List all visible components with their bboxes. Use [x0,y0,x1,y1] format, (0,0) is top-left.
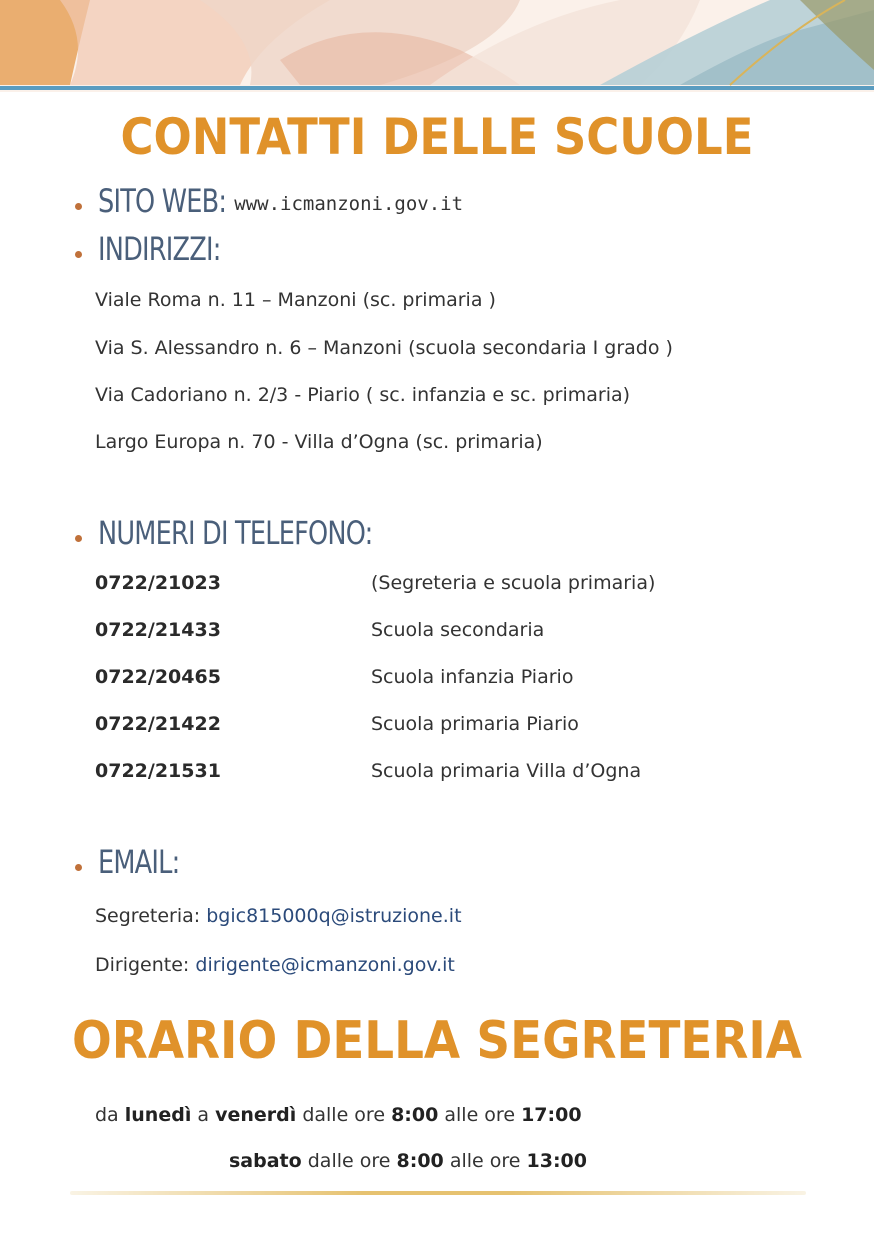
phone-description: Scuola primaria Villa d’Ogna [371,760,642,782]
footer-divider [70,1191,806,1195]
text-dalle-ore: dalle ore [302,1104,386,1126]
email-dirigente-label: Dirigente: [95,954,190,976]
address-line: Largo Europa n. 70 - Villa d’Ogna (sc. primaria) [95,431,543,453]
bullet-icon [75,203,82,210]
telefono-heading [75,514,441,552]
sito-web-link[interactable]: www.icmanzoni.gov.it [234,193,464,215]
orario-title: ORARIO DELLA SEGRETERIA [72,1011,802,1071]
page-title: CONTATTI DELLE SCUOLE [120,108,754,166]
time-from: 8:00 [391,1104,439,1126]
phone-description: Scuola infanzia Piario [371,666,574,688]
day-venerdi: venerdì [215,1104,297,1126]
text-a: a [197,1104,210,1126]
phone-number[interactable]: 0722/21023 [95,572,221,594]
day-lunedi: lunedì [124,1104,192,1126]
text-alle-ore: alle ore [449,1150,521,1172]
email-segreteria-link[interactable]: bgic815000q@istruzione.it [206,905,462,927]
day-sabato: sabato [229,1150,302,1172]
header-banner [0,0,874,92]
email-label: EMAIL: [98,843,180,881]
telefono-label: NUMERI DI TELEFONO: [98,514,373,552]
address-line: Via S. Alessandro n. 6 – Manzoni (scuola secondaria I grado ) [95,337,673,359]
text-alle-ore: alle ore [444,1104,516,1126]
indirizzi-label: INDIRIZZI: [98,230,221,268]
phone-number[interactable]: 0722/21422 [95,713,221,735]
time-to: 13:00 [526,1150,587,1172]
phone-description: (Segreteria e scuola primaria) [371,572,656,594]
indirizzi-heading [75,230,251,268]
phone-number[interactable]: 0722/20465 [95,666,221,688]
text-dalle-ore: dalle ore [307,1150,391,1172]
watercolor-banner-image [0,0,874,92]
sito-web-row [75,182,463,220]
time-to: 17:00 [521,1104,582,1126]
phone-description: Scuola primaria Piario [371,713,579,735]
orario-line-weekdays [95,1104,582,1126]
text-da: da [95,1104,119,1126]
email-segreteria-row [95,905,462,927]
email-heading [75,843,200,881]
phone-description: Scuola secondaria [371,619,545,641]
address-line: Viale Roma n. 11 – Manzoni (sc. primaria ) [95,289,496,311]
email-dirigente-row [95,954,455,976]
bullet-icon [75,535,82,542]
email-dirigente-link[interactable]: dirigente@icmanzoni.gov.it [195,954,455,976]
bullet-icon [75,251,82,258]
orario-line-saturday [229,1150,587,1172]
email-segreteria-label: Segreteria: [95,905,201,927]
phone-number[interactable]: 0722/21433 [95,619,221,641]
address-line: Via Cadoriano n. 2/3 - Piario ( sc. infanzia e sc. primaria) [95,384,631,406]
time-from: 8:00 [396,1150,444,1172]
bullet-icon [75,864,82,871]
phone-number[interactable]: 0722/21531 [95,760,221,782]
sito-web-label: SITO WEB: [98,182,227,220]
